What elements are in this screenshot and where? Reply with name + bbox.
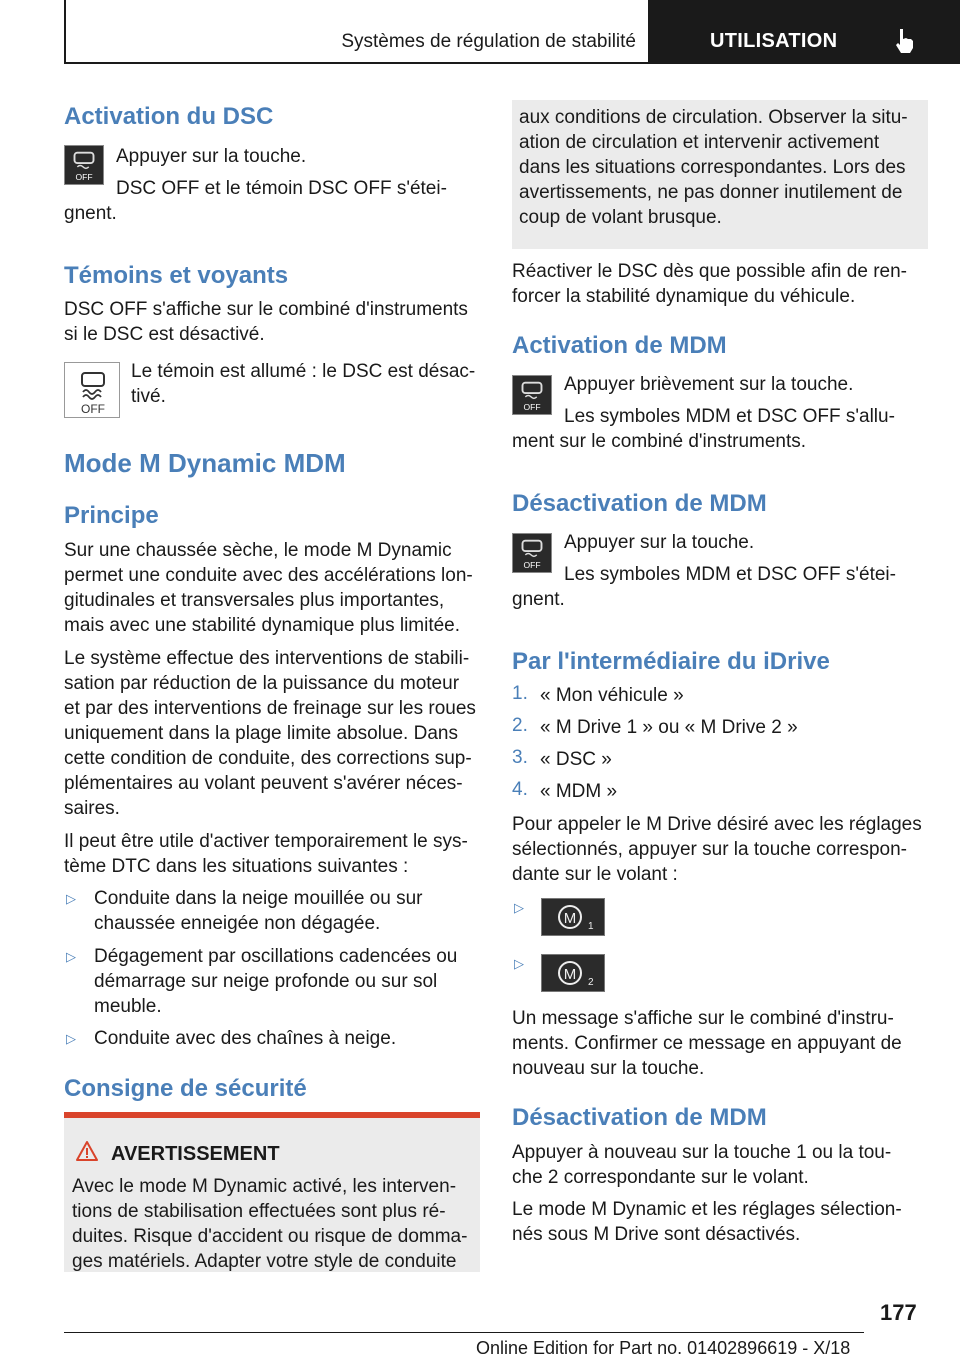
systeme-line2: sation par réduction de la puissance du moteur — [64, 673, 460, 694]
svg-text:M: M — [563, 966, 577, 983]
heading-activation-mdm: Activation de MDM — [512, 332, 727, 359]
section-title: UTILISATION — [710, 30, 838, 52]
temoins-line1: DSC OFF s'affiche sur le combiné d'instruments — [64, 299, 468, 320]
dsc-off-button-icon — [512, 533, 552, 573]
bullet1-line1: Conduite dans la neige mouillée ou sur — [94, 888, 423, 909]
message-line3: nouveau sur la touche. — [512, 1058, 705, 1079]
appeler-line1: Pour appeler le M Drive désiré avec les réglages — [512, 814, 922, 835]
heading-activation-dsc: Activation du DSC — [64, 103, 274, 130]
page-header — [64, 0, 960, 66]
step-number: 3. — [512, 747, 528, 768]
mode-desact-line2: nés sous M Drive sont désactivés. — [512, 1224, 801, 1245]
note-line2: ation de circulation et intervenir activement — [519, 132, 880, 153]
des-mdm-line2: Les symboles MDM et DSC OFF s'étei- — [564, 564, 896, 585]
act-mdm-line1: Appuyer brièvement sur la touche. — [564, 374, 854, 395]
appeler-line2: sélectionnés, appuyer sur la touche correspon- — [512, 839, 908, 860]
des-mdm-line1: Appuyer sur la touche. — [564, 532, 755, 553]
step-text: « Mon véhicule » — [540, 685, 684, 706]
message-line1: Un message s'affiche sur le combiné d'instru- — [512, 1008, 894, 1029]
bullet2-line2: démarrage sur neige profonde ou sur sol — [94, 971, 438, 992]
warning-line2: tions de stabilisation effectuées sont plus ré- — [72, 1201, 446, 1222]
activation-dsc-line2: DSC OFF et le témoin DSC OFF s'étei- — [116, 178, 447, 199]
dsc-off-lamp-icon — [64, 362, 120, 418]
dtc-line2: tème DTC dans les situations suivantes : — [64, 856, 409, 877]
bullet-marker: ▷ — [66, 949, 76, 964]
bullet2-line3: meuble. — [94, 996, 162, 1017]
heading-desactivation-mdm-2: Désactivation de MDM — [512, 1104, 767, 1131]
appuyer-line1: Appuyer à nouveau sur la touche 1 ou la tou- — [512, 1142, 892, 1163]
warning-line3: duites. Risque d'accident ou risque de domma- — [72, 1226, 468, 1247]
bullet-marker: ▷ — [66, 1031, 76, 1046]
m2-subscript: 2 — [588, 977, 594, 988]
step-number: 1. — [512, 683, 528, 704]
note-line4: avertissements, ne pas donner inutilement de — [519, 182, 903, 203]
m1-subscript: 1 — [588, 921, 594, 932]
systeme-line3: et par des interventions de freinage sur les roues — [64, 698, 476, 719]
bullet-marker: ▷ — [514, 900, 524, 915]
bullet1-line2: chaussée enneigée non dégagée. — [94, 913, 381, 934]
warning-box — [64, 1112, 480, 1272]
warning-triangle-icon — [75, 1140, 99, 1162]
appuyer-line2: che 2 correspondante sur le volant. — [512, 1167, 809, 1188]
temoins-line2: si le DSC est désactivé. — [64, 324, 265, 345]
act-mdm-line3: ment sur le combiné d'instruments. — [512, 431, 807, 452]
note-line5: coup de volant brusque. — [519, 207, 722, 228]
message-line2: ments. Confirmer ce message en appuyant de — [512, 1033, 902, 1054]
bullet-marker: ▷ — [66, 891, 76, 906]
bullet3-line1: Conduite avec des chaînes à neige. — [94, 1028, 397, 1049]
systeme-line7: saires. — [64, 798, 120, 819]
section-tab — [650, 0, 960, 64]
principe-line3: gitudinales et transversales plus importantes, — [64, 590, 445, 611]
heading-principe: Principe — [64, 502, 159, 529]
act-mdm-line2: Les symboles MDM et DSC OFF s'allu- — [564, 406, 895, 427]
systeme-line4: uniquement dans la plage limite absolue. Dans — [64, 723, 458, 744]
svg-text:OFF: OFF — [523, 560, 541, 571]
appeler-line3: dante sur le volant : — [512, 864, 678, 885]
principe-line1: Sur une chaussée sèche, le mode M Dynamic — [64, 540, 452, 561]
dsc-off-button-icon — [512, 375, 552, 415]
step-text: « MDM » — [540, 781, 618, 802]
principe-line2: permet une conduite avec des accélérations lon- — [64, 565, 473, 586]
warning-continuation-box — [512, 100, 928, 249]
reactiver-line1: Réactiver le DSC dès que possible afin de ren- — [512, 261, 907, 282]
step-text: « M Drive 1 » ou « M Drive 2 » — [540, 717, 798, 738]
svg-text:OFF: OFF — [523, 402, 541, 413]
heading-idrive: Par l'intermédiaire du iDrive — [512, 648, 830, 675]
des-mdm-line3: gnent. — [512, 589, 565, 610]
pointing-hand-icon — [890, 26, 920, 56]
m1-button-icon — [541, 898, 605, 936]
svg-text:OFF: OFF — [81, 402, 105, 416]
warning-line4: ges matériels. Adapter votre style de conduite — [72, 1251, 457, 1272]
systeme-line6: plémentaires au volant peuvent s'avérer néces- — [64, 773, 463, 794]
svg-text:OFF: OFF — [75, 172, 93, 183]
mode-desact-line1: Le mode M Dynamic et les réglages sélection- — [512, 1199, 902, 1220]
m2-button-icon — [541, 954, 605, 992]
principe-line4: mais avec une stabilité dynamique plus limitée. — [64, 615, 461, 636]
svg-text:M: M — [563, 910, 577, 927]
footer-divider — [64, 1332, 864, 1333]
activation-dsc-line3: gnent. — [64, 203, 117, 224]
note-line3: dans les situations correspondantes. Lors des — [519, 157, 906, 178]
heading-desactivation-mdm: Désactivation de MDM — [512, 490, 767, 517]
dsc-off-button-icon — [64, 145, 104, 185]
dtc-line1: Il peut être utile d'activer temporairement le sys- — [64, 831, 468, 852]
note-line1: aux conditions de circulation. Observer la situ- — [519, 107, 908, 128]
reactiver-line2: forcer la stabilité dynamique du véhicule. — [512, 286, 856, 307]
systeme-line5: cette condition de conduite, des corrections sup- — [64, 748, 472, 769]
bullet-marker: ▷ — [514, 956, 524, 971]
heading-mode-mdm: Mode M Dynamic MDM — [64, 448, 346, 478]
warning-line1: Avec le mode M Dynamic activé, les interven- — [72, 1176, 457, 1197]
step-number: 2. — [512, 715, 528, 736]
chapter-tab — [64, 0, 650, 64]
lamp-line1: Le témoin est allumé : le DSC est désac- — [131, 361, 476, 382]
step-text: « DSC » — [540, 749, 612, 770]
step-number: 4. — [512, 779, 528, 800]
page-number: 177 — [880, 1300, 917, 1325]
bullet2-line1: Dégagement par oscillations cadencées ou — [94, 946, 458, 967]
heading-consigne: Consigne de sécurité — [64, 1075, 307, 1102]
warning-title: AVERTISSEMENT — [111, 1143, 280, 1165]
systeme-line1: Le système effectue des interventions de stabili- — [64, 648, 470, 669]
chapter-title: Systèmes de régulation de stabilité — [341, 31, 636, 52]
footer-edition: Online Edition for Part no. 01402896619 - X/18 — [476, 1338, 851, 1358]
activation-dsc-line1: Appuyer sur la touche. — [116, 146, 307, 167]
heading-temoins: Témoins et voyants — [64, 262, 289, 289]
lamp-line2: tivé. — [131, 386, 166, 407]
